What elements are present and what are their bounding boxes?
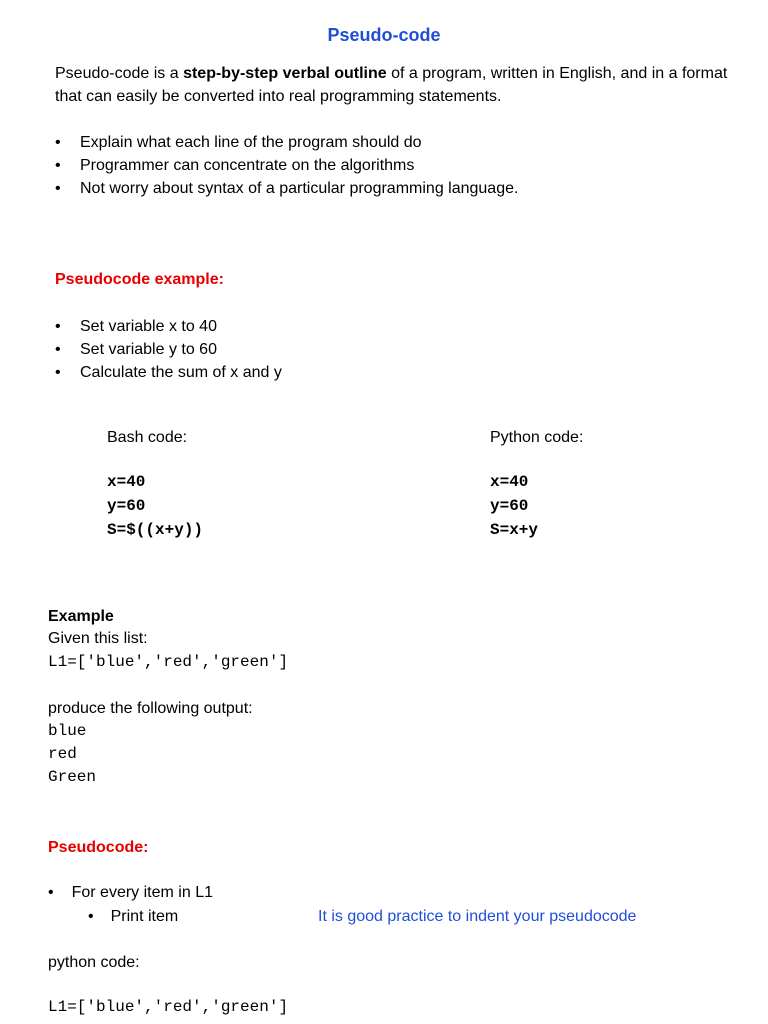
list-item [55,361,282,384]
bash-code-line: S=$((x+y)) [107,521,204,539]
intro-paragraph [55,62,745,108]
example-given-text: Given this list: [48,630,148,647]
intro-text-2: of a program, written in English, and in a format that can easily be converted into real programming statements. [55,65,728,105]
list-item-text: Set variable y to 60 [80,341,217,358]
bash-code-label: Bash code: [107,429,188,446]
list-item [55,338,282,361]
example-produce-text: produce the following output: [48,700,253,717]
bullet-icon: • [55,134,61,151]
example-output-line: red [48,745,77,763]
page-title: Pseudo-code [327,25,441,45]
example-steps-list [55,315,282,384]
pseudocode-subitem-text: Print item [110,908,179,925]
points-list [55,131,518,200]
pseudocode-item [48,882,213,904]
list-item [55,131,518,154]
intro-text-1: Pseudo-code is a [55,65,184,82]
python-code-list-line: L1=['blue','red','green'] [48,998,289,1016]
python-code-heading: python code: [48,954,140,971]
python-code-line: y=60 [490,497,529,515]
bash-code-line: y=60 [107,497,146,515]
bash-code-line: x=40 [107,473,146,491]
pseudocode-example-heading: Pseudocode example: [55,271,224,288]
pseudocode-item-text: For every item in L1 [71,884,213,901]
bullet-icon: • [55,318,61,335]
bullet-icon: • [48,884,54,901]
example-output-line: blue [48,722,87,740]
example-output-line: Green [48,768,97,786]
bullet-icon: • [55,157,61,174]
list-item-text: Explain what each line of the program should do [80,134,422,151]
python-code-line: S=x+y [490,521,539,539]
pseudocode-heading: Pseudocode: [48,839,149,856]
python-code-line: x=40 [490,473,529,491]
bullet-icon: • [88,908,94,925]
pseudocode-subitem [88,906,178,928]
list-item-text: Set variable x to 40 [80,318,217,335]
list-item-text: Calculate the sum of x and y [80,364,282,381]
intro-bold-text: step-by-step verbal outline [183,65,387,82]
list-item [55,154,518,177]
list-item-text: Programmer can concentrate on the algorithms [80,157,415,174]
bullet-icon: • [55,180,61,197]
bullet-icon: • [55,364,61,381]
example-heading: Example [48,608,114,625]
list-item [55,315,282,338]
list-item-text: Not worry about syntax of a particular programming language. [80,180,519,197]
python-code-label: Python code: [490,429,584,446]
indent-note: It is good practice to indent your pseudocode [318,908,637,925]
list-item [55,177,518,200]
example-list-code: L1=['blue','red','green'] [48,653,289,671]
bullet-icon: • [55,341,61,358]
